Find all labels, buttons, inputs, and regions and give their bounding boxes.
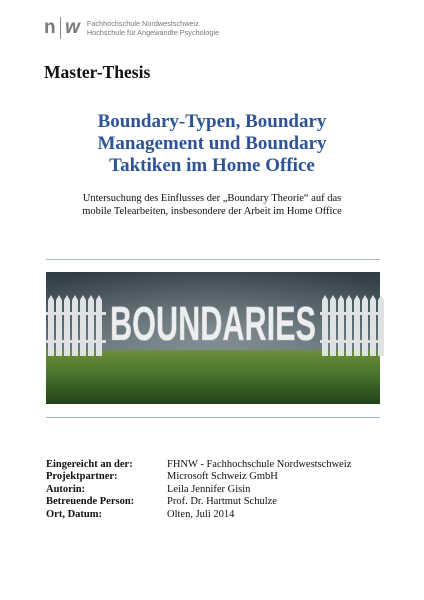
- detail-value: Olten, Juli 2014: [167, 508, 235, 520]
- logo-divider: [60, 17, 62, 39]
- fence-picket: [322, 295, 328, 356]
- fence-rail: [46, 340, 106, 343]
- thesis-title: [60, 111, 364, 177]
- institution-school: Hochschule für Angewandte Psychologie: [86, 28, 220, 37]
- fence-rail: [320, 340, 380, 343]
- cover-image: [46, 272, 380, 404]
- thesis-subtitle: [50, 193, 374, 218]
- detail-label: Eingereicht an der:: [46, 459, 133, 470]
- subtitle-line: Untersuchung des Einflusses der „Boundary Theorie“ auf das: [82, 193, 342, 204]
- thesis-details: [46, 459, 351, 521]
- fence-picket: [370, 295, 376, 356]
- subtitle-line: mobile Telearbeiten, insbesondere der Arbeit im Home Office: [82, 205, 342, 217]
- fence-picket: [378, 295, 384, 356]
- fence-picket: [80, 295, 86, 356]
- detail-value: Leila Jennifer Gisin: [167, 483, 251, 495]
- logo-letter-w: w: [65, 17, 80, 38]
- logo-mark: [44, 17, 80, 39]
- detail-value: Microsoft Schweiz GmbH: [167, 471, 278, 483]
- detail-row: [46, 496, 351, 508]
- fence-rail: [320, 312, 380, 315]
- fence-picket: [346, 295, 352, 356]
- cover-word: BOUNDARIES: [110, 298, 316, 351]
- detail-row: [46, 484, 351, 496]
- detail-label: Projektpartner:: [46, 471, 118, 483]
- fence-picket: [48, 295, 54, 356]
- grass: [46, 350, 380, 404]
- detail-label: Ort, Datum:: [46, 508, 102, 520]
- logo-text: [87, 19, 219, 37]
- fence-picket: [96, 295, 102, 356]
- title-line: Taktiken im Home Office: [109, 155, 315, 176]
- detail-row: [46, 459, 351, 471]
- logo-letter-n: n: [44, 17, 56, 38]
- detail-label: Betreuende Person:: [46, 496, 135, 508]
- fence-picket: [354, 295, 360, 356]
- detail-value: Prof. Dr. Hartmut Schulze: [167, 496, 277, 508]
- title-line: Boundary-Typen, Boundary: [97, 111, 327, 132]
- bottom-divider: [46, 417, 380, 418]
- fence-picket: [330, 295, 336, 356]
- fence-picket: [56, 295, 62, 356]
- detail-value: FHNW - Fachhochschule Nordwestschweiz: [167, 459, 352, 470]
- fence-picket: [64, 295, 70, 356]
- institution-name: Fachhochschule Nordwestschweiz: [86, 19, 199, 28]
- fence-picket: [362, 295, 368, 356]
- boundaries-fence-image: [46, 272, 380, 404]
- detail-row: [46, 509, 351, 521]
- fence-picket: [338, 295, 344, 356]
- detail-row: [46, 471, 351, 483]
- fence-picket: [72, 295, 78, 356]
- title-line: Management und Boundary: [97, 133, 327, 154]
- document-type: Master-Thesis: [44, 62, 151, 82]
- fence-picket: [88, 295, 94, 356]
- detail-label: Autorin:: [46, 483, 86, 495]
- top-divider: [46, 259, 380, 260]
- fence-rail: [46, 312, 106, 315]
- institution-logo: [44, 17, 219, 39]
